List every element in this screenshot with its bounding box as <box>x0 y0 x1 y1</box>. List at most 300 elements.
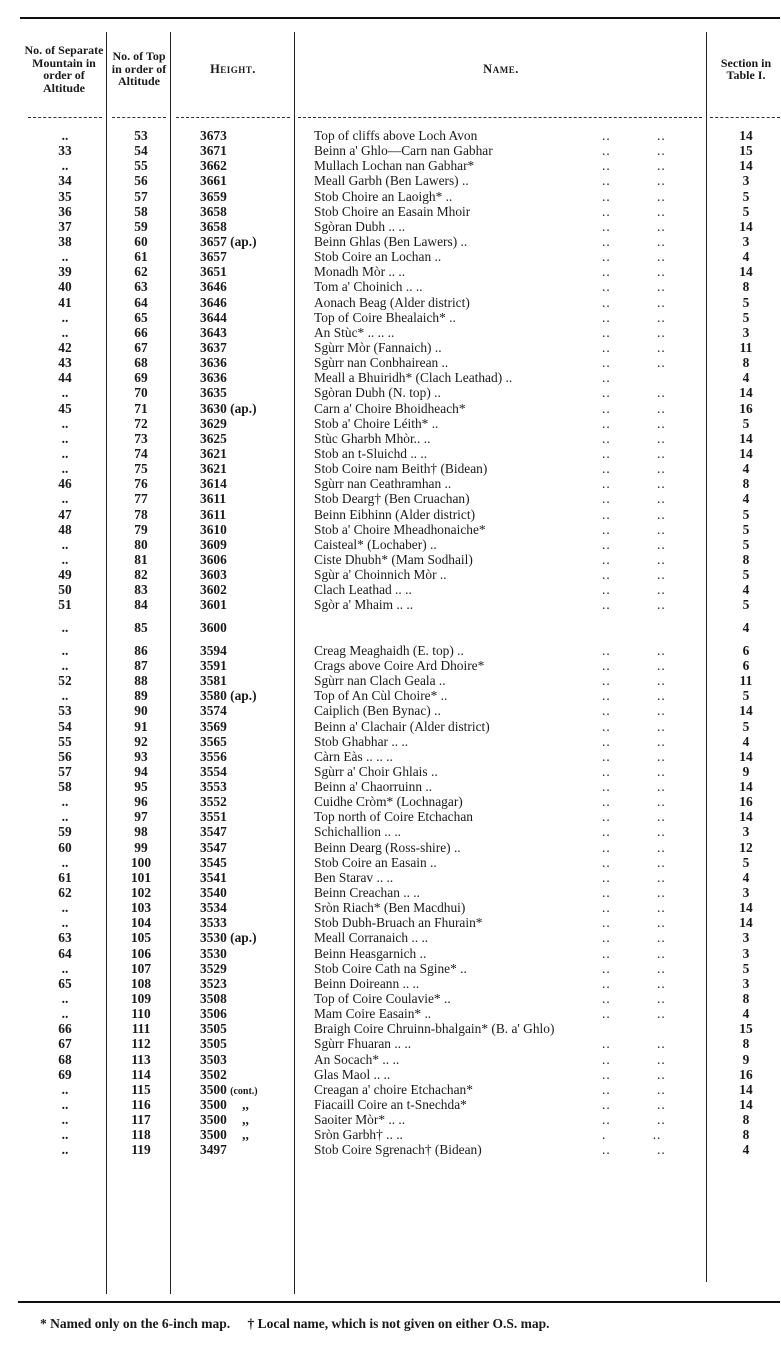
mountain-name: Stob Choire an Laoigh* .. <box>314 188 453 204</box>
top-number: 55 <box>134 158 148 174</box>
separate-mountain-number: 37 <box>58 218 72 234</box>
mountain-name: Beinn Creachan .. .. <box>314 885 420 901</box>
mountain-name-cell <box>314 794 706 809</box>
height-value: 3534 <box>200 900 227 916</box>
section-number: 14 <box>739 1081 753 1097</box>
mountain-name-cell <box>314 658 706 673</box>
height-cell <box>200 915 296 930</box>
table-row <box>0 431 781 446</box>
mountain-name-cell <box>314 476 706 491</box>
height-note: ,, <box>242 1097 249 1113</box>
header-top-order <box>108 24 170 114</box>
height-value: 3600 <box>200 619 227 635</box>
separate-mountain-number: .. <box>61 491 69 507</box>
height-cell <box>200 204 296 219</box>
section-number: 5 <box>742 567 750 583</box>
leader-dots: .. .. <box>602 1142 666 1158</box>
height-value: 3551 <box>200 809 227 825</box>
leader-dots: .. .. <box>602 476 666 492</box>
table-row <box>0 976 781 991</box>
mountain-name: Sgùrr a' Choir Ghlais .. <box>314 763 438 779</box>
separate-mountain-number: .. <box>61 809 69 825</box>
mountain-name: Saoiter Mòr* .. .. <box>314 1112 406 1128</box>
height-value: 3673 <box>200 128 227 143</box>
leader-dots: .. .. <box>602 218 666 234</box>
table-row <box>0 749 781 764</box>
table-row <box>0 991 781 1006</box>
section-number: 4 <box>742 619 750 635</box>
table-row <box>0 764 781 779</box>
section-number: 14 <box>739 158 753 174</box>
mountain-name-cell <box>314 915 706 930</box>
table-row <box>0 189 781 204</box>
mountain-name: Sgùr a' Choinnich Mòr .. <box>314 567 447 583</box>
section-number: 5 <box>742 718 750 734</box>
mountain-name: Beinn Heasgarnich .. <box>314 945 427 961</box>
mountain-name: Caisteal* (Lochaber) .. <box>314 536 437 552</box>
top-number: 99 <box>134 839 148 855</box>
height-value: 3505 <box>200 1021 227 1037</box>
height-note: ,, <box>242 1112 249 1128</box>
mountain-name-cell <box>314 340 706 355</box>
height-cell <box>200 597 296 612</box>
mountain-name-cell <box>314 976 706 991</box>
mountain-name-cell <box>314 749 706 764</box>
leader-dots: .. .. <box>602 551 666 567</box>
height-value: 3554 <box>200 763 227 779</box>
leader-dots: .. .. <box>602 703 666 719</box>
section-number: 4 <box>742 461 750 477</box>
separate-mountain-number: 67 <box>58 1036 72 1052</box>
height-cell <box>200 688 296 703</box>
section-number: 4 <box>742 1006 750 1022</box>
top-number: 68 <box>134 355 148 371</box>
height-value: 3601 <box>200 597 227 613</box>
separate-mountain-number: 54 <box>58 718 72 734</box>
top-number: 59 <box>134 218 148 234</box>
separate-mountain-number: 35 <box>58 188 72 204</box>
section-number: 15 <box>739 143 753 159</box>
height-cell <box>200 507 296 522</box>
section-number: 3 <box>742 173 750 189</box>
table-row <box>0 249 781 264</box>
height-value: 3621 <box>200 461 227 477</box>
height-cell <box>200 885 296 900</box>
leader-dots: .. .. <box>602 975 666 991</box>
leader-dots: .. .. <box>602 233 666 249</box>
leader-dots: .. .. <box>602 688 666 704</box>
height-cell <box>200 946 296 961</box>
mountain-name-cell <box>314 491 706 506</box>
section-number: 8 <box>742 476 750 492</box>
height-cell <box>200 900 296 915</box>
height-cell <box>200 1021 296 1036</box>
section-number: 14 <box>739 809 753 825</box>
table-row <box>0 1127 781 1142</box>
separate-mountain-number: 56 <box>58 748 72 764</box>
separate-mountain-number: .. <box>61 445 69 461</box>
leader-dots: .. .. <box>602 339 666 355</box>
mountain-name: Caiplich (Ben Bynac) .. <box>314 703 441 719</box>
leader-dots: .. .. <box>602 673 666 689</box>
mountain-name: Braigh Coire Chruinn-bhalgain* (B. a' Ghlo) <box>314 1021 555 1037</box>
mountain-name: Sgòran Dubh .. .. <box>314 218 406 234</box>
leader-dots: .. .. <box>602 915 666 931</box>
section-number: 8 <box>742 1036 750 1052</box>
table-row <box>0 537 781 552</box>
mountain-name: Tom a' Choinich .. .. <box>314 279 423 295</box>
mountain-name: Beinn Doireann .. .. <box>314 975 420 991</box>
section-number: 14 <box>739 900 753 916</box>
top-number: 109 <box>130 991 152 1007</box>
separate-mountain-number: 55 <box>58 733 72 749</box>
mountain-name-cell <box>314 824 706 839</box>
table-row <box>0 824 781 839</box>
mountain-name: Top of cliffs above Loch Avon <box>314 128 478 143</box>
height-cell <box>200 431 296 446</box>
leader-dots: .. .. <box>602 264 666 280</box>
height-cell <box>200 416 296 431</box>
height-value: 3610 <box>200 521 227 537</box>
height-cell <box>200 295 296 310</box>
height-value: 3506 <box>200 1006 227 1022</box>
height-value: 3611 <box>200 506 227 522</box>
height-note: ,, <box>242 1127 249 1143</box>
leader-dots: .. .. <box>602 945 666 961</box>
mountain-name-cell <box>314 1127 706 1142</box>
height-value: 3530 <box>200 945 227 961</box>
top-number: 96 <box>134 794 148 810</box>
separate-mountain-number: 46 <box>58 476 72 492</box>
height-value: 3606 <box>200 551 227 567</box>
table-row <box>0 340 781 355</box>
height-value: 3625 <box>200 430 227 446</box>
leader-dots: .. .. <box>602 203 666 219</box>
leader-dots: .. .. <box>602 355 666 371</box>
height-cell <box>200 234 296 249</box>
header-separator <box>298 117 702 118</box>
height-value: 3657 <box>200 233 227 249</box>
leader-dots: .. .. <box>602 854 666 870</box>
top-number: 118 <box>131 1127 151 1143</box>
mountain-name-cell <box>314 930 706 945</box>
separate-mountain-number: 49 <box>58 567 72 583</box>
section-number: 9 <box>742 763 750 779</box>
leader-dots: .. .. <box>602 430 666 446</box>
height-value: 3671 <box>200 143 227 159</box>
leader-dots: .. .. <box>602 158 666 174</box>
mountain-name-cell <box>314 204 706 219</box>
table-row <box>0 870 781 885</box>
leader-dots: .. .. <box>602 506 666 522</box>
height-value: 3614 <box>200 476 227 492</box>
mountain-name: Beinn Ghlas (Ben Lawers) .. <box>314 233 468 249</box>
mountain-name: Beinn Dearg (Ross-shire) .. <box>314 839 461 855</box>
mountain-name: An Stùc* .. .. .. <box>314 324 395 340</box>
separate-mountain-number: 42 <box>58 339 72 355</box>
section-number: 4 <box>742 370 750 386</box>
separate-mountain-number: .. <box>61 960 69 976</box>
top-number: 76 <box>134 476 148 492</box>
table-row <box>0 264 781 279</box>
height-cell <box>200 855 296 870</box>
mountain-name-cell <box>314 1006 706 1021</box>
leader-dots: .. .. <box>602 324 666 340</box>
height-cell <box>200 1142 296 1157</box>
separate-mountain-number: 38 <box>58 233 72 249</box>
mountain-name: Stùc Gharbh Mhòr.. .. <box>314 430 431 446</box>
top-number: 110 <box>131 1006 151 1022</box>
mountain-name-cell <box>314 809 706 824</box>
mountain-name: Stob Dearg† (Ben Cruachan) <box>314 491 470 507</box>
top-number: 63 <box>134 279 148 295</box>
height-cell <box>200 370 296 385</box>
mountain-name: Ciste Dhubh* (Mam Sodhail) <box>314 551 473 567</box>
height-cell <box>200 264 296 279</box>
mountain-name-cell <box>314 143 706 158</box>
section-number: 4 <box>742 491 750 507</box>
section-number: 4 <box>742 869 750 885</box>
mountain-name: Aonach Beag (Alder district) <box>314 294 470 310</box>
height-value: 3636 <box>200 355 227 371</box>
separate-mountain-number: 44 <box>58 370 72 386</box>
top-number: 70 <box>134 385 148 401</box>
table-row <box>0 446 781 461</box>
top-number: 77 <box>134 491 148 507</box>
section-number: 8 <box>742 991 750 1007</box>
height-value: 3644 <box>200 309 227 325</box>
mountain-name-cell <box>314 295 706 310</box>
leader-dots: .. .. <box>602 567 666 583</box>
mountain-name-cell <box>314 279 706 294</box>
top-number: 91 <box>134 718 148 734</box>
mountain-name-cell <box>314 1067 706 1082</box>
table-row <box>0 552 781 567</box>
table-row <box>0 1067 781 1082</box>
separate-mountain-number: 52 <box>58 673 72 689</box>
separate-mountain-number: .. <box>61 619 69 635</box>
leader-dots: .. .. <box>602 794 666 810</box>
section-number: 14 <box>739 264 753 280</box>
separate-mountain-number: 66 <box>58 1021 72 1037</box>
top-number: 60 <box>134 233 148 249</box>
height-cell <box>200 340 296 355</box>
top-number: 69 <box>134 370 148 386</box>
section-number: 5 <box>742 521 750 537</box>
top-number: 95 <box>134 779 148 795</box>
separate-mountain-number: 60 <box>58 839 72 855</box>
mountain-name-cell <box>314 870 706 885</box>
table-row <box>0 734 781 749</box>
section-number: 5 <box>742 536 750 552</box>
separate-mountain-number: .. <box>61 158 69 174</box>
height-value: 3603 <box>200 567 227 583</box>
mountain-name-cell <box>314 719 706 734</box>
mountain-name-cell <box>314 355 706 370</box>
section-number: 3 <box>742 824 750 840</box>
bottom-rule <box>18 1301 780 1303</box>
top-number: 89 <box>134 688 148 704</box>
height-cell <box>200 734 296 749</box>
height-cell <box>200 310 296 325</box>
height-note: (ap.) <box>230 233 257 249</box>
top-number: 87 <box>134 657 148 673</box>
height-value: 3552 <box>200 794 227 810</box>
section-number: 3 <box>742 930 750 946</box>
mountain-name: Meall a Bhuiridh* (Clach Leathad) .. <box>314 370 513 386</box>
leader-dots: .. .. <box>602 143 666 159</box>
height-cell <box>200 1097 296 1112</box>
table-row <box>0 416 781 431</box>
table-row <box>0 128 781 143</box>
separate-mountain-number: .. <box>61 1081 69 1097</box>
mountain-name-cell <box>314 1052 706 1067</box>
mountain-name-cell <box>314 567 706 582</box>
height-cell <box>200 991 296 1006</box>
table-row <box>0 325 781 340</box>
separate-mountain-number: 58 <box>58 779 72 795</box>
mountain-name-cell <box>314 688 706 703</box>
leader-dots: .. .. <box>602 309 666 325</box>
height-cell <box>200 824 296 839</box>
leader-dots: .. <box>602 370 611 386</box>
separate-mountain-number: .. <box>61 1097 69 1113</box>
leader-dots: .. .. <box>602 1006 666 1022</box>
top-number: 117 <box>131 1112 151 1128</box>
separate-mountain-number: 62 <box>58 885 72 901</box>
section-number: 14 <box>739 779 753 795</box>
header-top-order-text: No. of Top in order of Altitude <box>111 49 167 89</box>
separate-mountain-number: 59 <box>58 824 72 840</box>
section-number: 8 <box>742 1112 750 1128</box>
mountain-name-cell <box>314 991 706 1006</box>
separate-mountain-number: .. <box>61 854 69 870</box>
mountain-name-cell <box>314 128 706 143</box>
section-number: 11 <box>739 673 753 689</box>
height-value: 3565 <box>200 733 227 749</box>
height-value: 3657 <box>200 249 227 265</box>
mountain-name: Ben Starav .. .. <box>314 869 394 885</box>
separate-mountain-number: .. <box>61 657 69 673</box>
mountain-name: Sgòr a' Mhaim .. .. <box>314 597 414 613</box>
table-row <box>0 779 781 794</box>
height-value: 3661 <box>200 173 227 189</box>
mountain-name: Carn a' Choire Bhoidheach* <box>314 400 466 416</box>
height-cell <box>200 658 296 673</box>
mountain-name: Glas Maol .. .. <box>314 1066 391 1082</box>
section-number: 14 <box>739 385 753 401</box>
mountain-name: Stob Dubh-Bruach an Fhurain* <box>314 915 483 931</box>
section-number: 3 <box>742 324 750 340</box>
height-cell <box>200 961 296 976</box>
table-row <box>0 1097 781 1112</box>
mountain-name: Creagan a' choire Etchachan* <box>314 1081 473 1097</box>
separate-mountain-number: 33 <box>58 143 72 159</box>
separate-mountain-number: .. <box>61 461 69 477</box>
mountain-name-cell <box>314 597 706 612</box>
height-cell <box>200 1112 296 1127</box>
section-number: 12 <box>739 839 753 855</box>
top-number: 90 <box>134 703 148 719</box>
leader-dots: .. .. <box>602 294 666 310</box>
height-value: 3530 <box>200 930 227 946</box>
table-row <box>0 900 781 915</box>
separate-mountain-number: 63 <box>58 930 72 946</box>
separate-mountain-number: 43 <box>58 355 72 371</box>
top-number: 56 <box>134 173 148 189</box>
top-number: 103 <box>130 900 152 916</box>
mountain-name: Stob Coire Sgrenach† (Bidean) <box>314 1142 482 1158</box>
header-height-text: Height. <box>210 61 256 76</box>
footnote-dagger: † Local name, which is not given on either O.S. map. <box>247 1316 550 1331</box>
mountain-name: Sròn Riach* (Ben Macdhui) <box>314 900 466 916</box>
section-number: 8 <box>742 1127 750 1143</box>
table-row <box>0 461 781 476</box>
mountain-name: Beinn Eibhinn (Alder district) <box>314 506 476 522</box>
top-number: 53 <box>134 128 148 143</box>
height-value: 3602 <box>200 582 227 598</box>
section-number: 14 <box>739 1097 753 1113</box>
table-row <box>0 946 781 961</box>
separate-mountain-number: 41 <box>58 294 72 310</box>
section-number: 5 <box>742 203 750 219</box>
separate-mountain-number: .. <box>61 309 69 325</box>
header-section-text: Section in Table I. <box>720 55 772 82</box>
leader-dots: .. .. <box>602 1112 666 1128</box>
mountain-name-cell <box>314 385 706 400</box>
header-separator <box>112 117 166 118</box>
mountain-name-cell <box>314 370 706 385</box>
mountain-name-cell <box>314 764 706 779</box>
height-value: 3547 <box>200 839 227 855</box>
height-cell <box>200 128 296 143</box>
mountain-name: Sgùrr nan Conbhairean .. <box>314 355 449 371</box>
height-value: 3500 <box>200 1127 227 1143</box>
height-value: 3643 <box>200 324 227 340</box>
mountain-name: Top of Coire Coulavie* .. <box>314 991 451 1007</box>
mountain-name-cell <box>314 552 706 567</box>
mountain-name: Stob an t-Sluichd .. .. <box>314 445 428 461</box>
leader-dots: .. .. <box>602 491 666 507</box>
top-number: 74 <box>134 445 148 461</box>
height-cell <box>200 219 296 234</box>
top-number: 104 <box>130 915 152 931</box>
mountain-name-cell <box>314 582 706 597</box>
table-row <box>0 355 781 370</box>
section-number: 16 <box>739 794 753 810</box>
leader-dots: .. .. <box>602 885 666 901</box>
section-number: 5 <box>742 506 750 522</box>
leader-dots: .. .. <box>602 279 666 295</box>
section-number: 5 <box>742 309 750 325</box>
mountain-name: Clach Leathad .. .. <box>314 582 412 598</box>
mountain-name: Top north of Coire Etchachan <box>314 809 473 825</box>
footnote-asterisk: * Named only on the 6-inch map. <box>40 1316 231 1331</box>
height-cell <box>200 1036 296 1051</box>
leader-dots: .. .. <box>602 1051 666 1067</box>
height-cell <box>200 870 296 885</box>
leader-dots: .. .. <box>602 642 666 658</box>
table-row <box>0 476 781 491</box>
mountain-name-cell <box>314 779 706 794</box>
separate-mountain-number: 61 <box>58 869 72 885</box>
section-number: 6 <box>742 642 750 658</box>
top-number: 73 <box>134 430 148 446</box>
top-number: 113 <box>131 1051 151 1067</box>
height-value: 3635 <box>200 385 227 401</box>
height-cell <box>200 1006 296 1021</box>
leader-dots: .. .. <box>602 400 666 416</box>
